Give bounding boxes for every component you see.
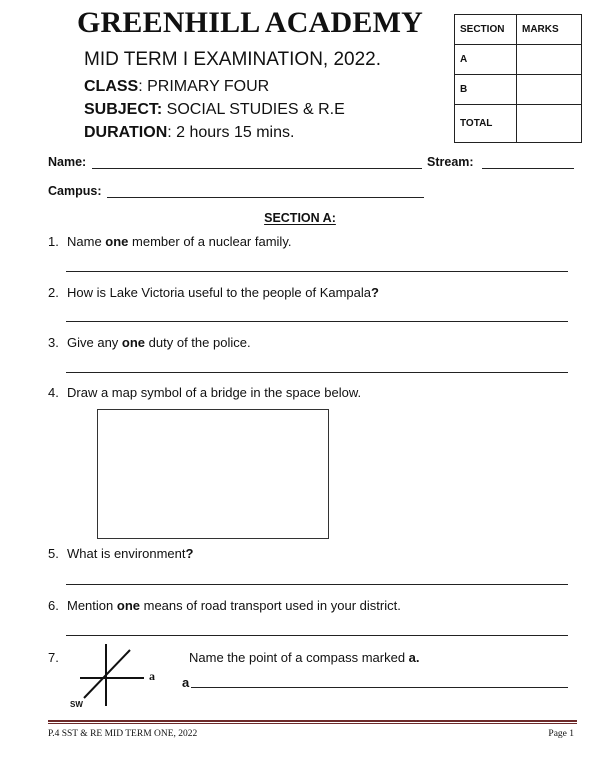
- subject-line: [84, 101, 345, 119]
- name-field[interactable]: [92, 168, 422, 169]
- duration-value: : 2 hours 15 mins.: [167, 124, 295, 141]
- subject-label: SUBJECT:: [84, 101, 163, 118]
- class-value: : PRIMARY FOUR: [138, 78, 270, 95]
- stream-field[interactable]: [482, 168, 574, 169]
- duration-line: [84, 124, 294, 142]
- footer-rule: [48, 720, 577, 722]
- marks-table-cell[interactable]: [517, 75, 582, 105]
- marks-table: [454, 14, 582, 143]
- marks-table-cell[interactable]: [517, 105, 582, 143]
- marks-table-header-marks: MARKS: [517, 15, 582, 45]
- question-4: 4. Draw a map symbol of a bridge in the space below.: [48, 385, 362, 400]
- campus-label: Campus:: [48, 184, 102, 198]
- campus-field[interactable]: [107, 197, 424, 198]
- compass-sw-label: SW: [70, 700, 83, 709]
- marks-table-row-label: A: [455, 45, 517, 75]
- section-title: SECTION A:: [264, 211, 336, 225]
- compass-diagram: [68, 640, 158, 712]
- answer-line-3[interactable]: [66, 372, 568, 373]
- school-name: GREENHILL ACADEMY: [77, 6, 423, 39]
- footer-rule-thin: [48, 723, 577, 724]
- question-7: Name the point of a compass marked a.: [189, 650, 420, 665]
- answer-line-5[interactable]: [66, 584, 568, 585]
- question-2: 2. How is Lake Victoria useful to the people of Kampala?: [48, 285, 379, 300]
- subject-value: SOCIAL STUDIES & R.E: [162, 101, 345, 118]
- compass-a-label: a: [149, 669, 155, 683]
- duration-label: DURATION: [84, 124, 168, 141]
- question-7-number: 7.: [48, 650, 59, 665]
- question-3: 3. Give any one duty of the police.: [48, 335, 251, 350]
- drawing-box[interactable]: [97, 409, 329, 539]
- exam-title: MID TERM I EXAMINATION, 2022.: [84, 49, 382, 70]
- marks-table-row-label: TOTAL: [455, 105, 517, 143]
- class-line: [84, 78, 269, 96]
- marks-table-cell[interactable]: [517, 45, 582, 75]
- question-1: 1. Name one member of a nuclear family.: [48, 234, 292, 249]
- question-5: 5. What is environment?: [48, 546, 194, 561]
- question-6: 6. Mention one means of road transport used in your district.: [48, 598, 401, 613]
- page-number: Page 1: [548, 729, 574, 739]
- name-label: Name:: [48, 155, 87, 169]
- class-label: CLASS: [84, 78, 139, 95]
- marks-table-header-section: SECTION: [455, 15, 517, 45]
- answer-line-1[interactable]: [66, 271, 568, 272]
- footer-title: P.4 SST & RE MID TERM ONE, 2022: [48, 729, 198, 739]
- answer-line-6[interactable]: [66, 635, 568, 636]
- marks-table-row-label: B: [455, 75, 517, 105]
- answer-7-label: a: [182, 675, 190, 690]
- answer-line-7[interactable]: [191, 687, 568, 688]
- answer-line-2[interactable]: [66, 321, 568, 322]
- stream-label: Stream:: [427, 155, 474, 169]
